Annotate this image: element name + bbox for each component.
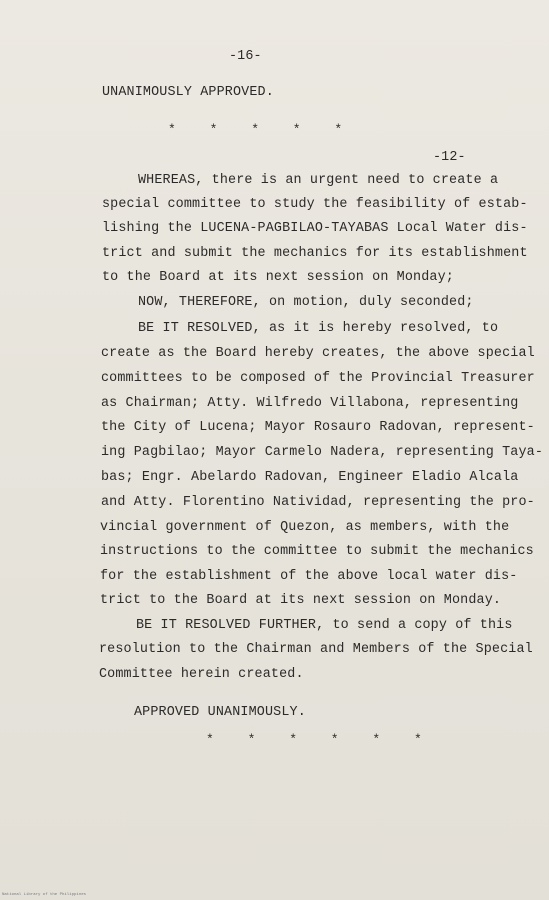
body-line: special committee to study the feasibility of estab- [102, 197, 528, 212]
body-line: resolution to the Chairman and Members of the Special [99, 642, 533, 657]
body-line: trict to the Board at its next session on Monday. [100, 593, 502, 608]
separator-top: * * * * * [168, 122, 343, 137]
body-line: trict and submit the mechanics for its establishment [102, 246, 528, 261]
page-number: -16- [229, 49, 262, 64]
body-line: create as the Board hereby creates, the above special [101, 346, 535, 361]
approval-heading-bottom: APPROVED UNANIMOUSLY. [134, 705, 306, 720]
body-line: lishing the LUCENA-PAGBILAO-TAYABAS Local Water dis- [102, 221, 528, 236]
body-line: BE IT RESOLVED FURTHER, to send a copy of this [136, 618, 513, 633]
body-line: BE IT RESOLVED, as it is hereby resolved, to [138, 321, 499, 336]
body-line: for the establishment of the above local water dis- [100, 569, 518, 584]
body-line: as Chairman; Atty. Wilfredo Villabona, representing [101, 396, 519, 411]
body-line: the City of Lucena; Mayor Rosauro Radovan, represent- [101, 420, 535, 435]
body-line: WHEREAS, there is an urgent need to create a [138, 173, 499, 188]
body-line: to the Board at its next session on Monday; [102, 270, 454, 285]
footer-watermark-text: National Library of the Philippines [2, 893, 87, 897]
body-line: committees to be composed of the Provincial Treasurer [101, 371, 535, 386]
body-line: NOW, THEREFORE, on motion, duly seconded; [138, 295, 474, 310]
separator-bottom: * * * * * * [206, 732, 422, 747]
resolution-number: -12- [433, 150, 466, 165]
body-line: bas; Engr. Abelardo Radovan, Engineer Eladio Alcala [101, 470, 519, 485]
body-line: Committee herein created. [99, 667, 304, 682]
body-line: and Atty. Florentino Natividad, representing the pro- [101, 495, 535, 510]
body-line: vincial government of Quezon, as members, with the [100, 520, 510, 535]
body-line: ing Pagbilao; Mayor Carmelo Nadera, representing Taya- [101, 445, 544, 460]
body-line: instructions to the committee to submit the mechanics [100, 544, 534, 559]
approval-heading-top: UNANIMOUSLY APPROVED. [102, 85, 274, 100]
